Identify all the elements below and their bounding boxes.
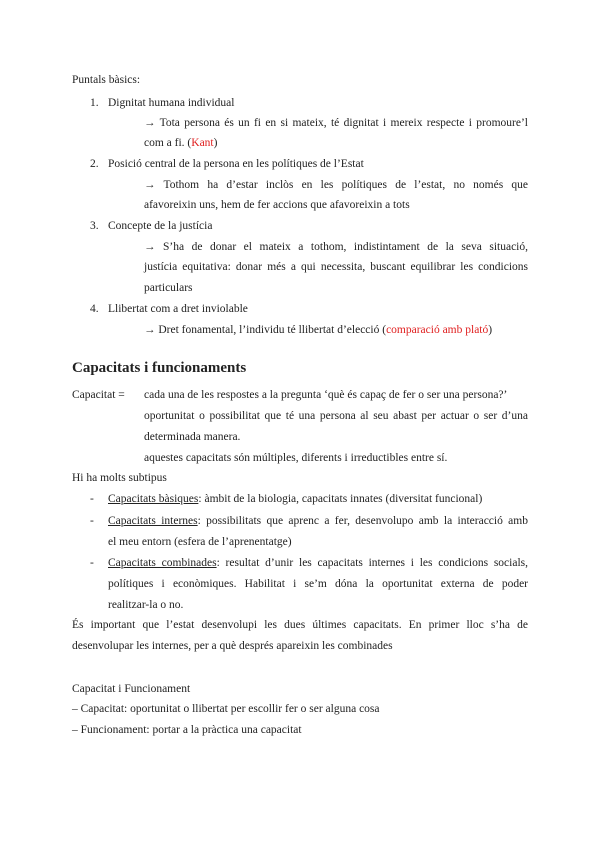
section-heading-capacitats: Capacitats i funcionaments — [72, 360, 247, 376]
subtipus-text: el meu entorn (esfera de l’aprenentatge) — [108, 536, 292, 548]
subtipus-term: Capacitats internes — [108, 515, 198, 527]
puntal-text: → Tota persona és un fi en si mateix, té dignitat i mereix respecte i promoure’l — [144, 117, 528, 129]
bullet-dash: - — [90, 557, 94, 569]
subtipus-term: Capacitats bàsiques — [108, 493, 199, 505]
puntal-text: → Tothom ha d’estar inclòs en les polítiques de l’estat, no només que — [144, 179, 528, 191]
subtipus-text: polítiques i econòmiques. Habilitat i se’m dóna la oportunitat externa de poder — [108, 578, 528, 590]
puntal-text: com a fi. (Kant) — [144, 137, 218, 149]
puntal-number: 2. — [90, 158, 99, 170]
definition-label: Capacitat = — [72, 389, 125, 401]
definition-text: cada una de les respostes a la pregunta ‘què és capaç de fer o ser una persona?’ — [144, 389, 508, 401]
puntal-title: Concepte de la justícia — [108, 220, 213, 232]
funcionament-item: – Funcionament: portar a la pràctica una capacitat — [72, 724, 302, 736]
puntal-title: Posició central de la persona en les polítiques de l’Estat — [108, 158, 364, 170]
puntal-number: 1. — [90, 97, 99, 109]
subtipus-intro: Hi ha molts subtipus — [72, 472, 167, 484]
definition-text: oportunitat o possibilitat que té una persona al seu abast per actuar o ser d’una — [144, 410, 528, 422]
puntal-text: particulars — [144, 282, 193, 294]
bullet-dash: - — [90, 515, 94, 527]
puntal-text: → S’ha de donar el mateix a tothom, indistintament de la seva situació, — [144, 241, 528, 253]
puntal-text: afavoreixin uns, hem de fer accions que afavoreixin a tots — [144, 199, 410, 211]
bullet-dash: - — [90, 493, 94, 505]
plato-reference: comparació amb plató — [386, 324, 489, 336]
puntals-heading: Puntals bàsics: — [72, 74, 141, 86]
definition-text: aquestes capacitats són múltiples, diferents i irreductibles entre sí. — [144, 452, 448, 464]
puntal-number: 3. — [90, 220, 99, 232]
puntal-text: justícia equitativa: donar més a qui necessita, buscant equilibrar les condicions — [144, 261, 528, 273]
subtipus-text: Capacitats bàsiques: àmbit de la biologia, capacitats innates (diversitat funcional) — [108, 493, 483, 505]
definition-text: determinada manera. — [144, 431, 241, 443]
puntal-title: Llibertat com a dret inviolable — [108, 303, 248, 315]
kant-reference: Kant — [191, 137, 214, 149]
funcionament-item: – Capacitat: oportunitat o llibertat per escollir fer o ser alguna cosa — [72, 703, 380, 715]
puntal-text: → Dret fonamental, l’individu té llibertat d’elecció (comparació amb plató) — [144, 324, 493, 336]
subtipus-term: Capacitats combinades — [108, 557, 217, 569]
paragraph-text: És important que l’estat desenvolupi les dues últimes capacitats. En primer lloc s’ha de — [72, 619, 528, 631]
puntal-title: Dignitat humana individual — [108, 97, 235, 109]
subtipus-text: Capacitats combinades: resultat d’unir les capacitats internes i les condicions socials, — [108, 557, 528, 569]
subtipus-text: Capacitats internes: possibilitats que aprenc a fer, desenvolupo amb la interacció amb — [108, 515, 528, 527]
funcionament-heading: Capacitat i Funcionament — [72, 683, 191, 695]
paragraph-text: desenvolupar les internes, per a què després apareixin les combinades — [72, 640, 393, 652]
subtipus-text: realitzar-la o no. — [108, 599, 184, 611]
puntal-number: 4. — [90, 303, 99, 315]
